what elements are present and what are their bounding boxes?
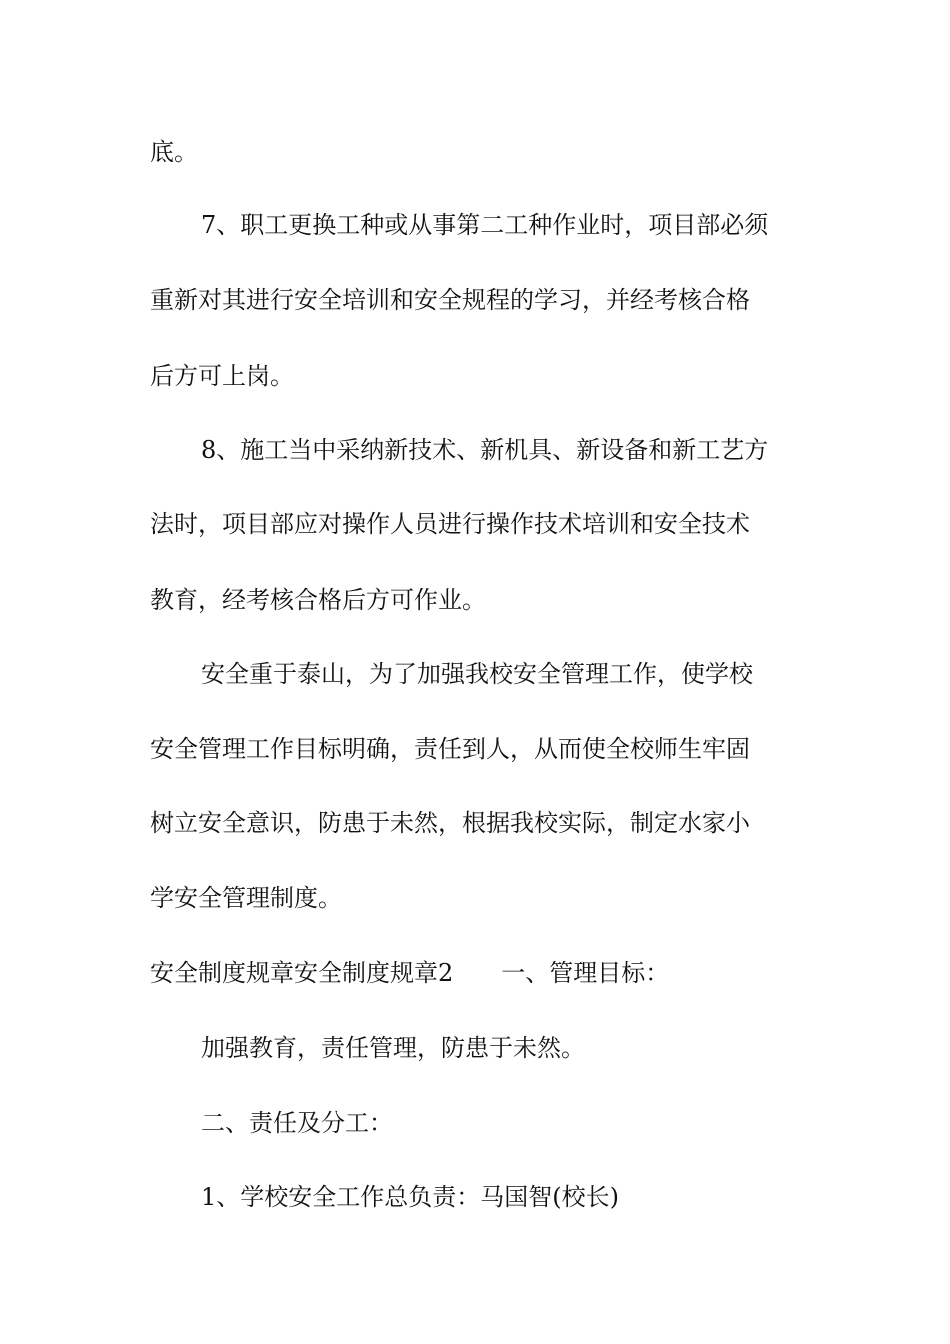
text-line: 安全管理工作目标明确，责任到人，从而使全校师生牢固 xyxy=(150,735,750,763)
text-line: 树立安全意识，防患于未然，根据我校实际，制定水家小 xyxy=(150,809,750,837)
text-line: 重新对其进行安全培训和安全规程的学习，并经考核合格 xyxy=(150,286,750,314)
text-line: 安全重于泰山，为了加强我校安全管理工作，使学校 xyxy=(201,660,753,688)
text-line: 8、施工当中采纳新技术、新机具、新设备和新工艺方 xyxy=(201,436,769,464)
section-heading: 安全制度规章安全制度规章2 一、管理目标： xyxy=(150,959,670,987)
text-line: 底。 xyxy=(150,138,198,166)
text-line: 7、职工更换工种或从事第二工种作业时，项目部必须 xyxy=(201,211,769,239)
text-line: 学安全管理制度。 xyxy=(150,884,342,912)
text-line: 1、学校安全工作总负责：马国智(校长) xyxy=(201,1183,619,1211)
text-line: 后方可上岗。 xyxy=(150,362,294,390)
text-line: 加强教育，责任管理，防患于未然。 xyxy=(201,1034,585,1062)
text-line: 二、责任及分工： xyxy=(201,1109,393,1137)
text-line: 法时，项目部应对操作人员进行操作技术培训和安全技术 xyxy=(150,510,750,538)
text-line: 教育，经考核合格后方可作业。 xyxy=(150,586,486,614)
